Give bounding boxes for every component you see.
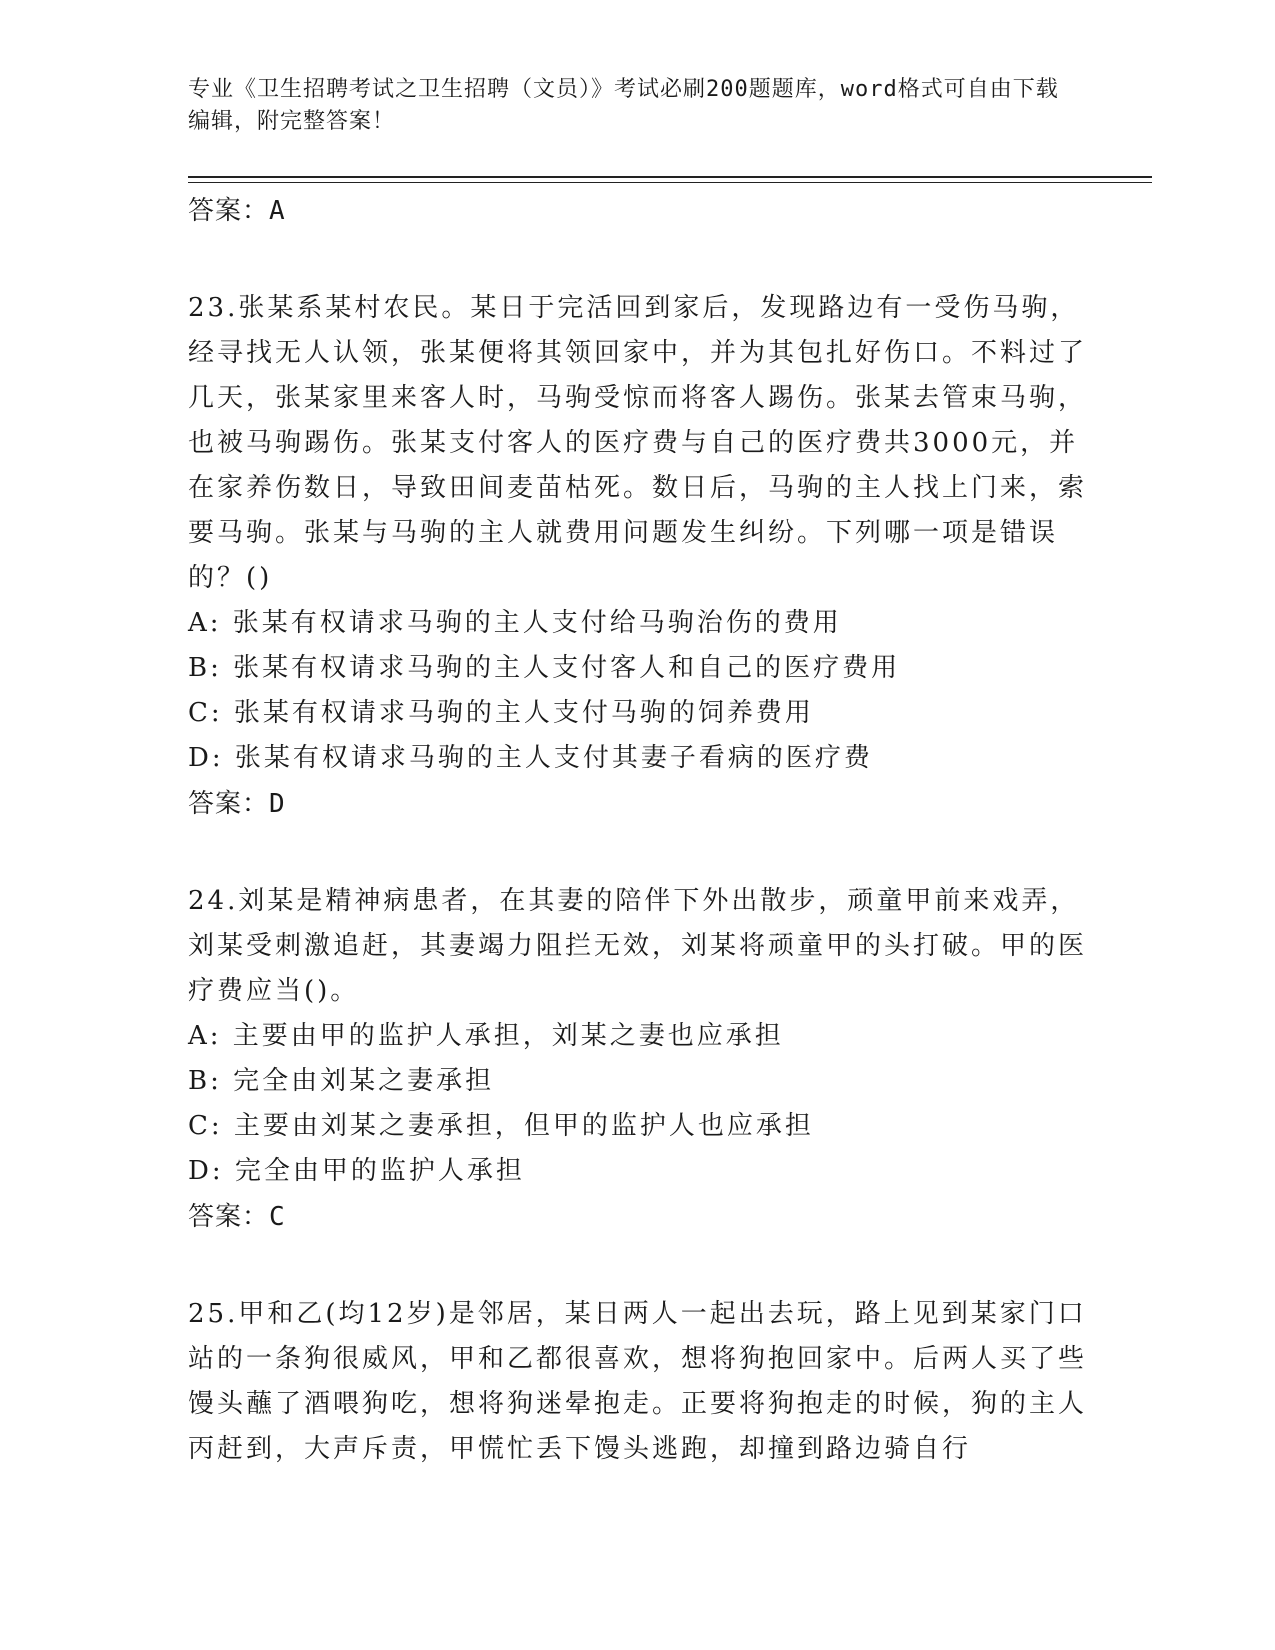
previous-question-answer [188, 188, 1088, 234]
question-answer [188, 1194, 1088, 1240]
option-b: B: 完全由刘某之妻承担 [188, 1066, 495, 1096]
question-23 [188, 286, 1088, 827]
header-divider-thin [188, 182, 1152, 183]
question-24 [188, 879, 1088, 1240]
question-stem: 25.甲和乙(均12岁)是邻居，某日两人一起出去玩，路上见到某家门口站的一条狗很威风，甲和乙都很喜欢，想将狗抱回家中。后两人买了些馒头蘸了酒喂狗吃，想将狗迷晕抱走。正要将狗抱走的时候，狗的主人丙赶到，大声斥责，甲慌忙丢下馒头逃跑，却撞到路边骑自行 [188, 1299, 1088, 1464]
answer-value: C [269, 1202, 286, 1232]
option-c: C: 主要由刘某之妻承担，但甲的监护人也应承担 [188, 1111, 814, 1141]
option-a: A: 张某有权请求马驹的主人支付给马驹治伤的费用 [188, 608, 842, 638]
question-answer [188, 781, 1088, 827]
answer-label: 答案： [188, 1202, 270, 1232]
option-d: D: 张某有权请求马驹的主人支付其妻子看病的医疗费 [188, 743, 873, 773]
header-divider-thick [188, 176, 1152, 178]
question-stem: 23.张某系某村农民。某日于完活回到家后，发现路边有一受伤马驹，经寻找无人认领，张某便将其领回家中，并为其包扎好伤口。不料过了几天，张某家里来客人时，马驹受惊而将客人踢伤。张某去管束马驹，也被马驹踢伤。张某支付客人的医疗费与自己的医疗费共3000元，并在家养伤数日，导致田间麦苗枯死。数日后，马驹的主人找上门来，索要马驹。张某与马驹的主人就费用问题发生纠纷。下列哪一项是错误的？() [188, 293, 1088, 593]
answer-label: 答案： [188, 789, 270, 819]
option-d: D: 完全由甲的监护人承担 [188, 1156, 525, 1186]
document-content [188, 188, 1088, 1472]
answer-value: A [269, 196, 286, 226]
question-25 [188, 1292, 1088, 1472]
question-stem: 24.刘某是精神病患者，在其妻的陪伴下外出散步，顽童甲前来戏弄，刘某受刺激追赶，其妻竭力阻拦无效，刘某将顽童甲的头打破。甲的医疗费应当()。 [188, 886, 1088, 1006]
answer-value: D [269, 789, 286, 819]
option-b: B: 张某有权请求马驹的主人支付客人和自己的医疗费用 [188, 653, 901, 683]
option-c: C: 张某有权请求马驹的主人支付马驹的饲养费用 [188, 698, 814, 728]
document-header: 专业《卫生招聘考试之卫生招聘（文员）》考试必刷200题题库，word格式可自由下载编辑，附完整答案！ [188, 77, 1059, 134]
answer-label: 答案： [188, 196, 270, 226]
option-a: A: 主要由甲的监护人承担，刘某之妻也应承担 [188, 1021, 784, 1051]
